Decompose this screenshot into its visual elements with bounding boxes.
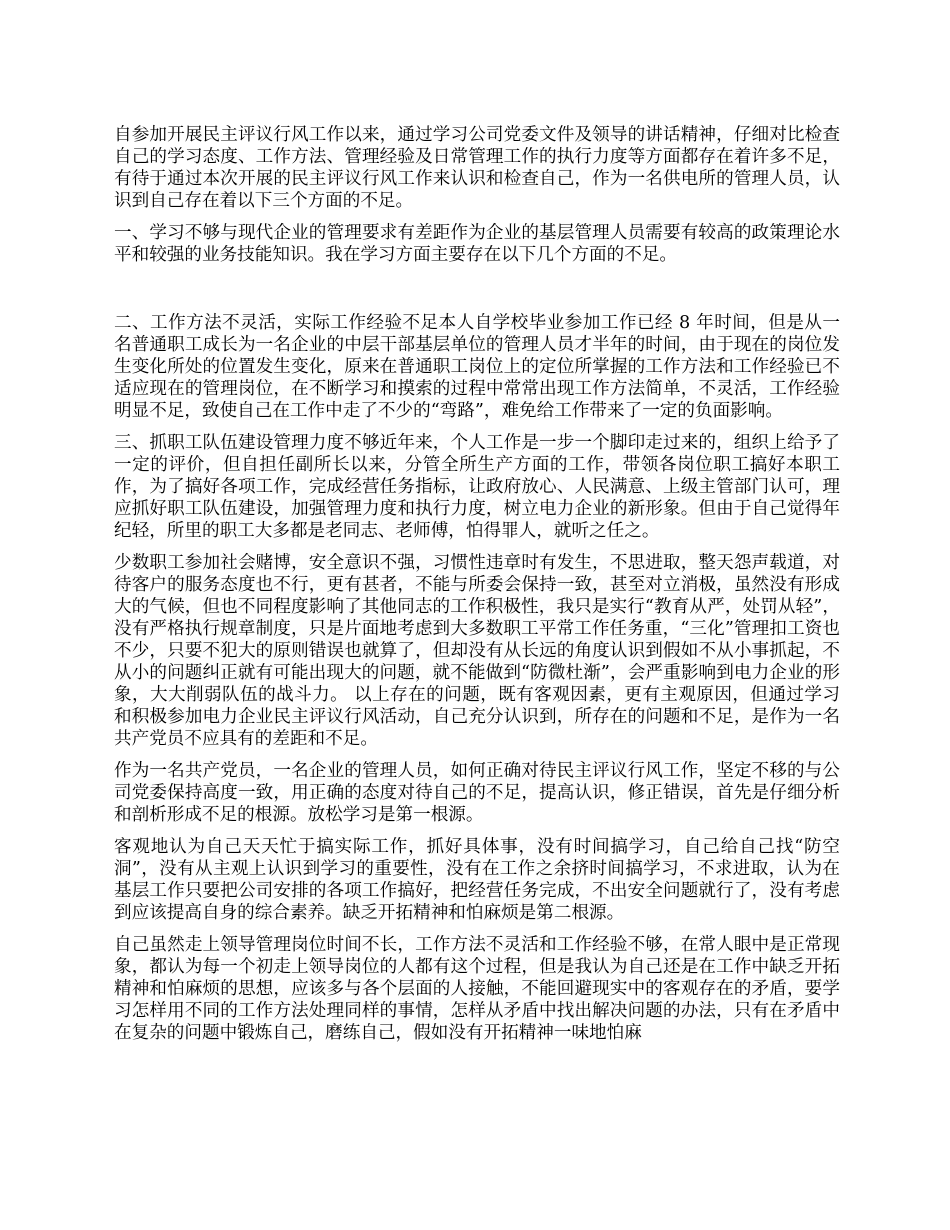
paragraph-section-1-study: 一、学习不够与现代企业的管理要求有差距作为企业的基层管理人员需要有较高的政策理论水平和较强的业务技能知识。我在学习方面主要存在以下几个方面的不足。 (114, 223, 840, 265)
paragraph-second-root-cause: 自己虽然走上领导管理岗位时间不长，工作方法不灵活和工作经验不够，在常人眼中是正常现象，都认为每一个初走上领导岗位的人都有这个过程，但是我认为自己还是在工作中缺乏开拓精神和怕麻烦的思想，应该多与各个层面的人接触，不能回避现实中的客观存在的矛盾，要学习怎样用不同的工作方法处理同样的事情，怎样从矛盾中找出解决问题的办法，只有在矛盾中在复杂的问题中锻炼自己，磨练自己，假如没有开拓精神一味地怕麻 (114, 935, 840, 1043)
paragraph-first-root-cause: 客观地认为自己天天忙于搞实际工作，抓好具体事，没有时间搞学习，自己给自己找“防空洞”，没有从主观上认识到学习的重要性，没有在工作之余挤时间搞学习，不求进取，认为在基层工作只要把公司安排的各项工作搞好，把经营任务完成，不出安全问题就行了，没有考虑到应该提高自身的综合素养。缺乏开拓精神和怕麻烦是第二根源。 (114, 837, 840, 923)
paragraph-intro: 自参加开展民主评议行风工作以来，通过学习公司党委文件及领导的讲话精神，仔细对比检查自己的学习态度、工作方法、管理经验及日常管理工作的执行力度等方面都存在着许多不足，有待于通过本次开展的民主评议行风工作来认识和检查自己，作为一名供电所的管理人员，认识到自己存在着以下三个方面的不足。 (114, 125, 840, 211)
paragraph-section-2-methods: 二、工作方法不灵活，实际工作经验不足本人自学校毕业参加工作已经 8 年时间，但是从一名普通职工成长为一名企业的中层干部基层单位的管理人员才半年的时间，由于现在的岗位发生变化所处的位置发生变化，原来在普通职工岗位上的定位所掌握的工作方法和工作经验已不适应现在的管理岗位，在不断学习和摸索的过程中常常出现工作方法简单，不灵活，工作经验明显不足，致使自己在工作中走了不少的“弯路”，难免给工作带来了一定的负面影响。 (114, 313, 840, 421)
document-body (114, 124, 840, 1054)
paragraph-section-3-team: 三、抓职工队伍建设管理力度不够近年来，个人工作是一步一个脚印走过来的，组织上给予了一定的评价，但自担任副所长以来，分管全所生产方面的工作，带领各岗位职工搞好本职工作，为了搞好各项工作，完成经营任务指标，让政府放心、人民满意、上级主管部门认可，理应抓好职工队伍建设，加强管理力度和执行力度，树立电力企业的新形象。但由于自己觉得年纪轻，所里的职工大多都是老同志、老师傅，怕得罪人，就听之任之。 (114, 433, 840, 541)
paragraph-root-cause-intro: 作为一名共产党员，一名企业的管理人员，如何正确对待民主评议行风工作，坚定不移的与公司党委保持高度一致，用正确的态度对待自己的不足，提高认识，修正错误，首先是仔细分析和剖析形成不足的根源。放松学习是第一根源。 (114, 761, 840, 825)
paragraph-staff-issues: 少数职工参加社会赌博，安全意识不强，习惯性违章时有发生，不思进取，整天怨声载道，对待客户的服务态度也不行，更有甚者，不能与所委会保持一致，甚至对立消极，虽然没有形成大的气候，但也不同程度影响了其他同志的工作积极性，我只是实行“教育从严，处罚从轻”，没有严格执行规章制度，只是片面地考虑到大多数职工平常工作任务重，“三化”管理扣工资也不少，只要不犯大的原则错误也就算了，但却没有从长远的角度认识到假如不从小事抓起，不从小的问题纠正就有可能出现大的问题，就不能做到“防微杜渐”，会严重影响到电力企业的形象，大大削弱队伍的战斗力。 以上存在的问题，既有客观因素，更有主观原因，但通过学习和积极参加电力企业民主评议行风活动，自己充分认识到，所存在的问题和不足，是作为一名共产党员不应具有的差距和不足。 (114, 553, 840, 749)
